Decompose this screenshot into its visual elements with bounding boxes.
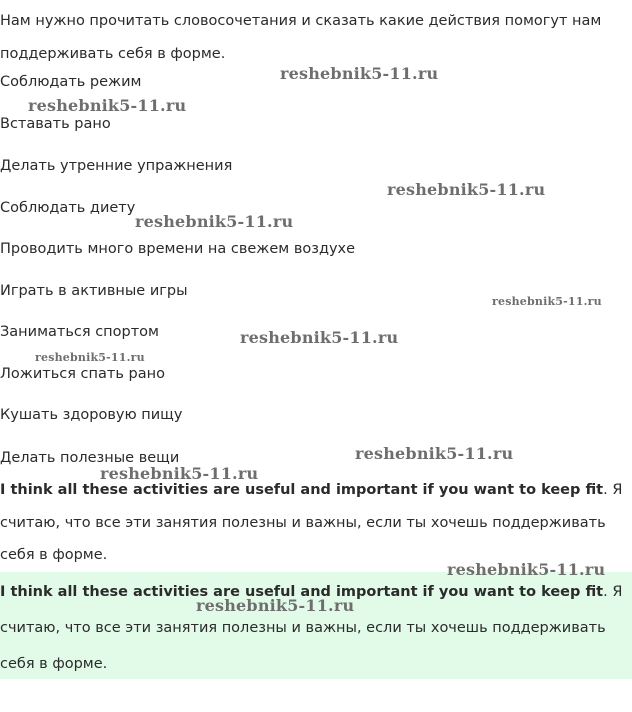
watermark: reshebnik5-11.ru	[240, 328, 399, 347]
highlighted-answer-english: I think all these activities are useful and important if you want to keep fit	[0, 584, 604, 600]
list-item: Ложиться спать рано	[0, 366, 165, 382]
list-item: Делать утренние упражнения	[0, 158, 233, 174]
watermark: reshebnik5-11.ru	[100, 464, 259, 483]
highlighted-answer-paragraph: I think all these activities are useful and important if you want to keep fit. Я считаю, что все эти занятия полезны и важны, если ты хочешь поддерживать себя в форме.	[0, 584, 623, 672]
watermark: reshebnik5-11.ru	[387, 180, 546, 199]
watermark: reshebnik5-11.ru	[196, 596, 355, 615]
list-item: Играть в активные игры	[0, 283, 188, 299]
list-item: Проводить много времени на свежем воздухе	[0, 241, 356, 257]
list-item: Делать полезные вещи	[0, 450, 180, 466]
intro-text: Нам нужно прочитать словосочетания и сказать какие действия помогут нам поддерживать себя в форме.	[0, 13, 602, 62]
answer-russian: Я считаю, что все эти занятия полезны и важны, если ты хочешь поддерживать себя в форме.	[0, 482, 623, 563]
watermark: reshebnik5-11.ru	[35, 351, 145, 364]
answer-english: I think all these activities are useful and important if you want to keep fit	[0, 482, 604, 498]
watermark: reshebnik5-11.ru	[28, 96, 187, 115]
watermark: reshebnik5-11.ru	[280, 64, 439, 83]
watermark: reshebnik5-11.ru	[447, 560, 606, 579]
watermark: reshebnik5-11.ru	[492, 295, 602, 308]
watermark: reshebnik5-11.ru	[355, 444, 514, 463]
list-item: Соблюдать режим	[0, 74, 142, 90]
list-item: Кушать здоровую пищу	[0, 407, 183, 423]
highlighted-answer-russian: Я считаю, что все эти занятия полезны и важны, если ты хочешь поддерживать себя в форме.	[0, 584, 623, 672]
list-item: Заниматься спортом	[0, 324, 159, 340]
watermark: reshebnik5-11.ru	[135, 212, 294, 231]
list-item: Вставать рано	[0, 116, 111, 132]
list-item: Соблюдать диету	[0, 200, 136, 216]
answer-paragraph: I think all these activities are useful and important if you want to keep fit. Я считаю, что все эти занятия полезны и важны, если ты хочешь поддерживать себя в форме.	[0, 482, 623, 563]
